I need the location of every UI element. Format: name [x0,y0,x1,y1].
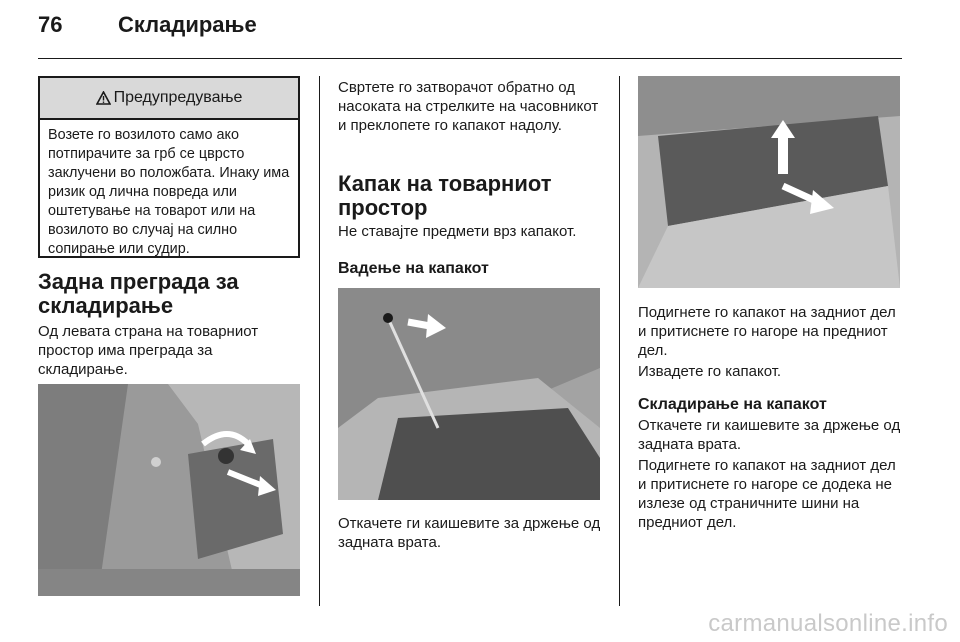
heading-rear-storage: Задна преграда за складирање [38,269,239,318]
subheading-storing-cover: Складирање на капакот [638,396,827,413]
paragraph-lift-until-rails: Подигнете го капакот на задниот дел и притиснете го нагоре се додека не излезе од страничните шини на предниот дел. [638,457,896,531]
section-title: Складирање [118,12,257,37]
column-divider-2 [619,76,620,606]
warning-header [40,78,298,120]
header-divider [38,58,902,59]
column-divider-1 [319,76,320,606]
paragraph-detach-straps: Откачете ги каишевите за држење од задната врата. [338,515,601,551]
warning-text: Возете го возилото само ако потпирачите за грб се цврсто заклучени во положбата. Инаку има ризик од лична повреда или оштетување на товарот или на возилото во случај на силно сопирање или судир. [48,127,290,257]
paragraph-detach-straps-2: Откачете ги каишевите за држење од задната врата. [638,417,901,453]
paragraph-latch: Свртете го затворачот обратно од насоката на стрелките на часовникот и преклопете го капакот надолу. [338,79,599,134]
paragraph-no-objects: Не ставајте предмети врз капакот. [338,223,577,240]
figure-storage-compartment [38,384,300,596]
paragraph-remove-cover: Извадете го капакот. [638,363,782,380]
warning-title: Предупредување [113,89,243,106]
watermark-text: carmanualsonline.info [708,610,948,637]
subheading-removing-cover: Вадење на капакот [338,260,489,277]
warning-triangle-icon [96,91,111,105]
heading-load-cover: Капак на товарниот простор [338,171,552,220]
warning-box [38,76,300,258]
page-number: 76 [38,12,63,37]
figure-cover-removal [338,288,600,500]
figure-cover-lifting [638,76,900,288]
paragraph-lift-rear: Подигнете го капакот на задниот дел и притиснете го нагоре на предниот дел. [638,304,896,359]
paragraph-rear-storage: Од левата страна на товарниот простор има преграда за складирање. [38,323,259,378]
